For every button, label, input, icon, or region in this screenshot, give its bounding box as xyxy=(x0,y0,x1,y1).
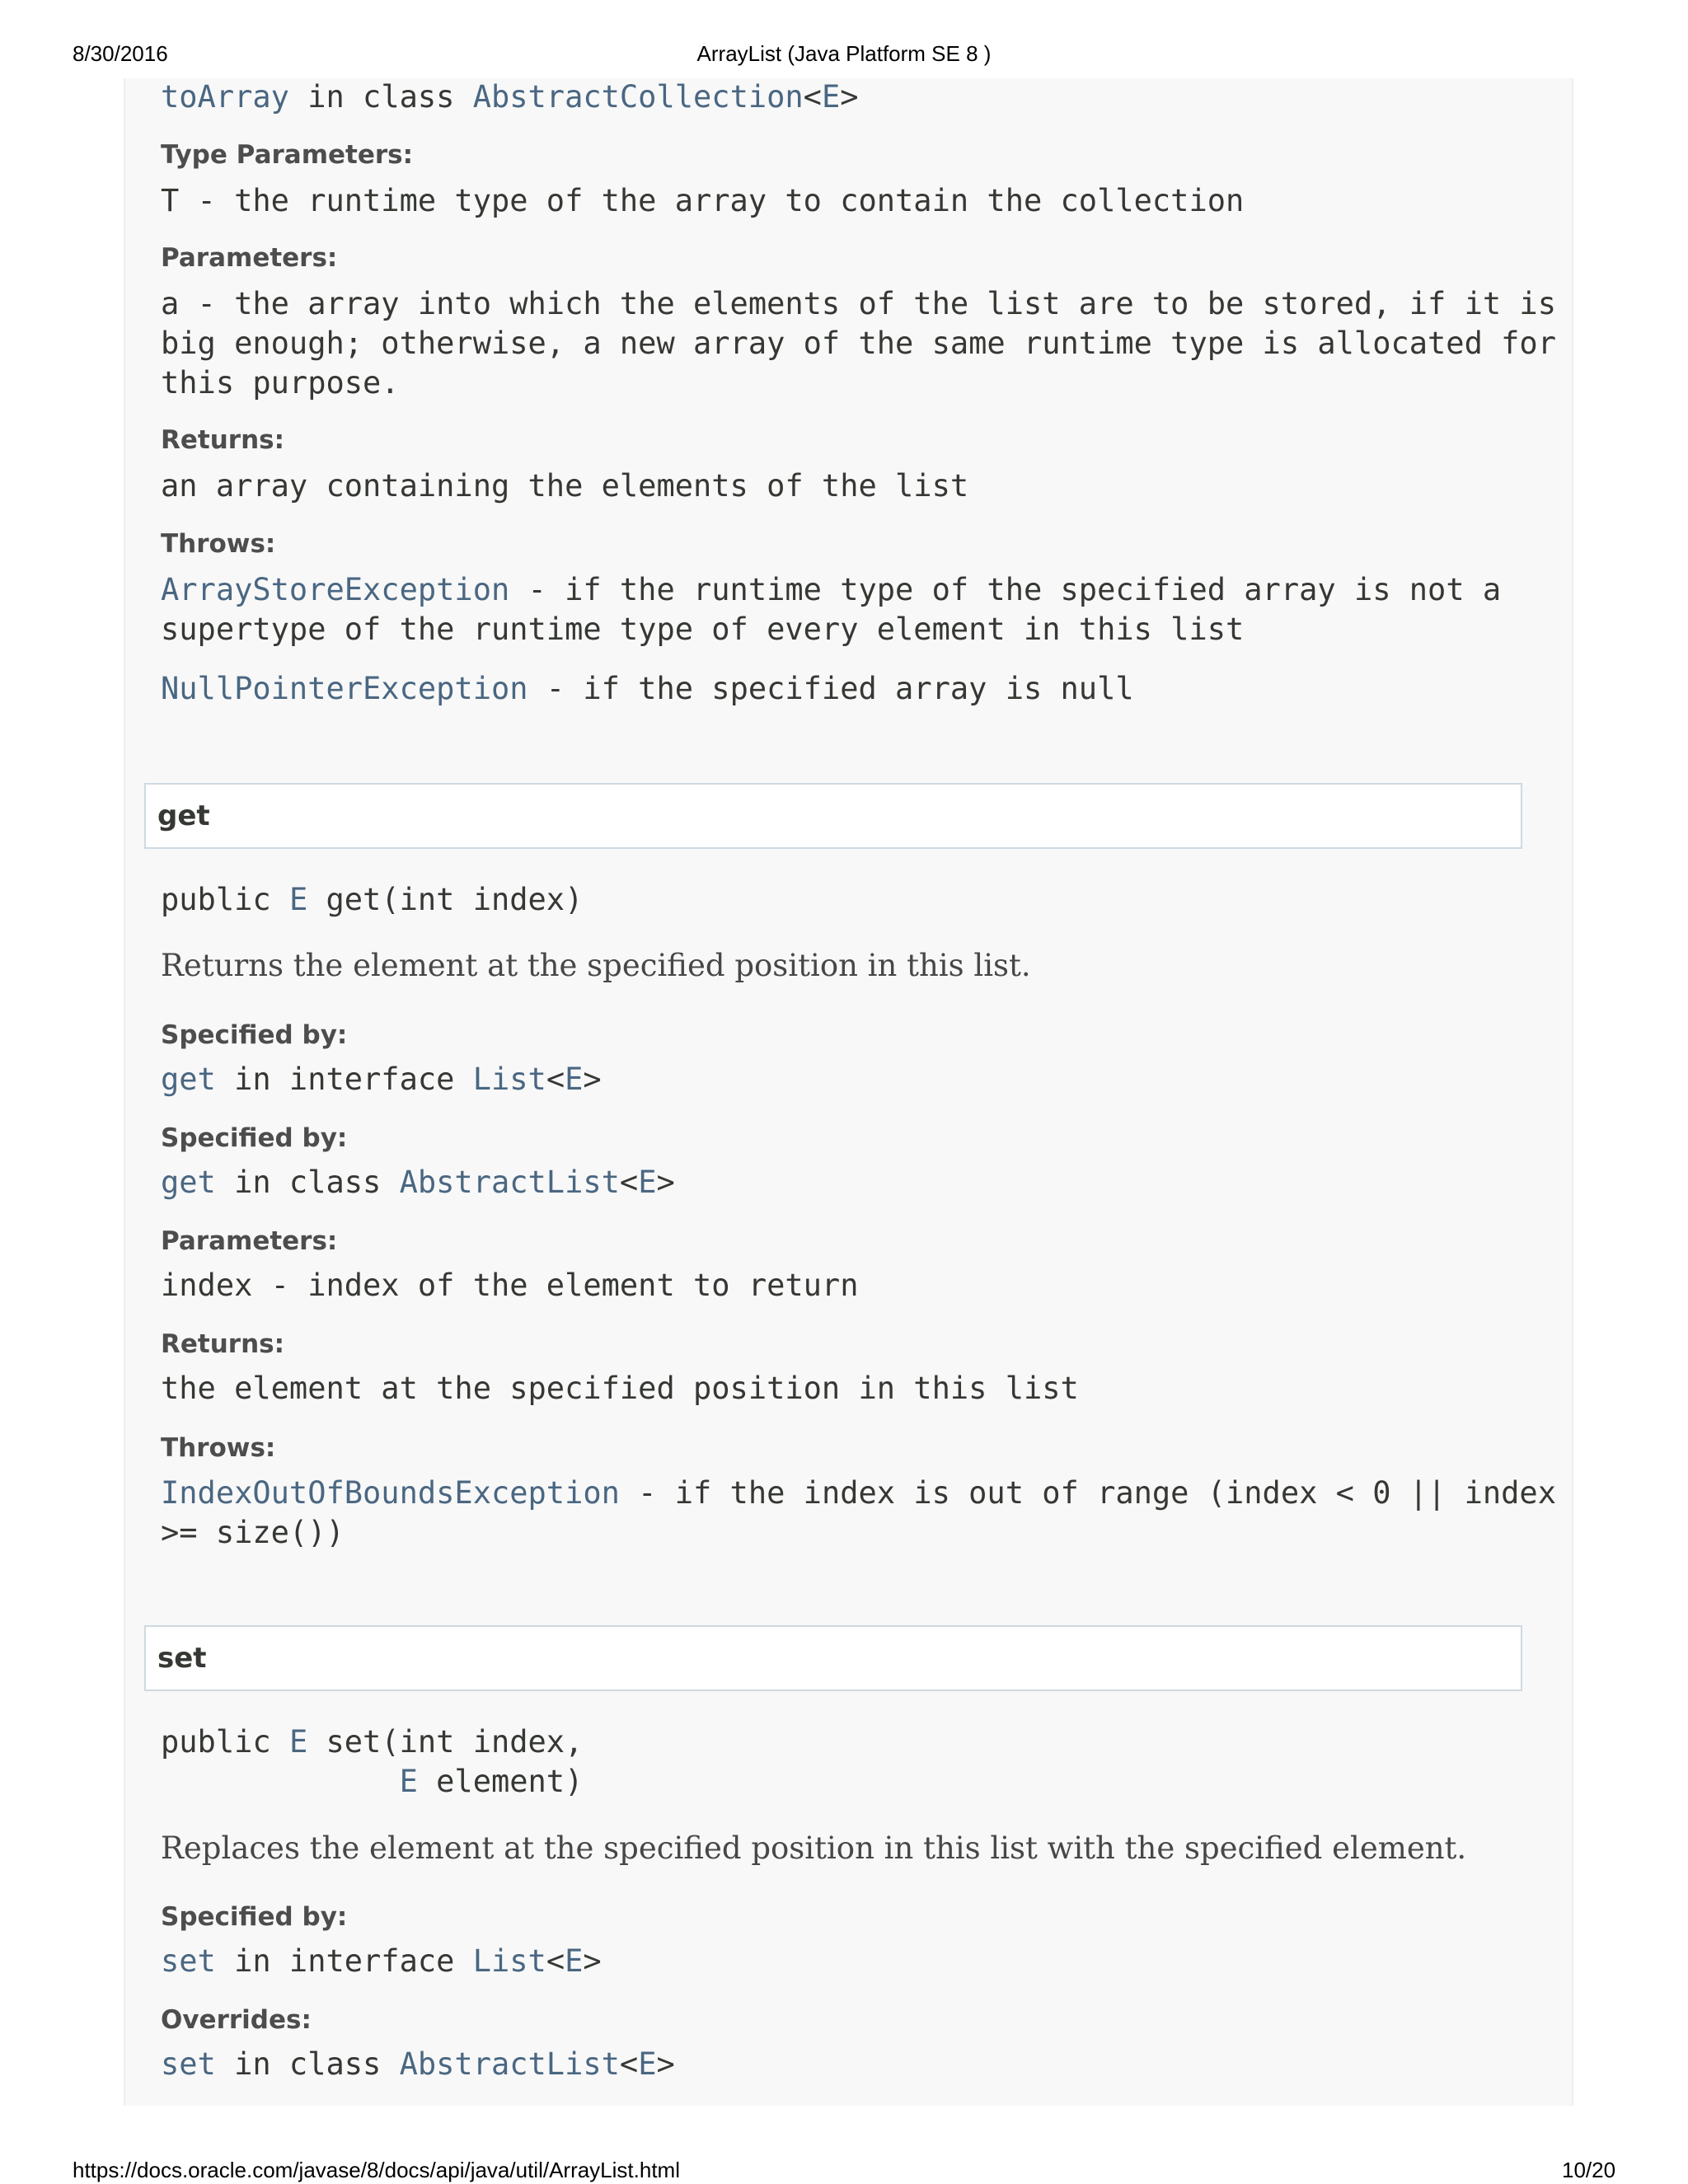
abstractlist-link[interactable]: AbstractList xyxy=(399,2046,620,2082)
list-link[interactable]: List xyxy=(472,1943,546,1979)
throws-npe-line: NullPointerException - if the specified array is null xyxy=(161,671,1134,706)
type-param-text: T - the runtime type of the array to contain the collection xyxy=(161,183,1245,218)
list-get-link[interactable]: get xyxy=(161,1062,216,1097)
type-e-link[interactable]: E xyxy=(638,1165,657,1200)
print-header xyxy=(0,41,1688,68)
method-heading-set: set xyxy=(144,1625,1522,1691)
specified-by-label: Specified by: xyxy=(161,1020,348,1050)
get-throws-line-2: >= size()) xyxy=(161,1515,345,1550)
print-date: 8/30/2016 xyxy=(73,41,168,66)
parameters-label: Parameters: xyxy=(161,1226,338,1256)
set-signature-line-1: public E set(int index, xyxy=(161,1724,584,1760)
type-e-link[interactable]: E xyxy=(821,79,841,115)
specified-by-label: Specified by: xyxy=(161,1123,348,1153)
get-returns-text: the element at the specified position in this list xyxy=(161,1371,1079,1406)
list-link[interactable]: List xyxy=(472,1062,546,1097)
get-description: Returns the element at the specified position in this list. xyxy=(161,948,1031,983)
nullpointerexception-link[interactable]: NullPointerException xyxy=(161,671,528,706)
set-overrides-line: set in class AbstractList<E> xyxy=(161,2046,675,2082)
abstractlist-get-link[interactable]: get xyxy=(161,1165,216,1200)
toarray-method-link[interactable]: toArray xyxy=(161,79,289,115)
get-spec-class-line: get in class AbstractList<E> xyxy=(161,1165,675,1200)
get-spec-interface-line: get in interface List<E> xyxy=(161,1062,602,1097)
type-e-link[interactable]: E xyxy=(638,2046,657,2082)
throws-label: Throws: xyxy=(161,529,276,559)
get-param-text: index - index of the element to return xyxy=(161,1268,859,1303)
abstractcollection-link[interactable]: AbstractCollection xyxy=(472,79,804,115)
arraystoreexception-link[interactable]: ArrayStoreException xyxy=(161,572,510,607)
list-set-link[interactable]: set xyxy=(161,1943,216,1979)
param-line-1: a - the array into which the elements of the list are to be stored, if it is xyxy=(161,286,1556,321)
specified-by-label: Specified by: xyxy=(161,1902,348,1932)
type-e-link[interactable]: E xyxy=(565,1062,584,1097)
type-e-link[interactable]: E xyxy=(288,882,308,917)
throws-label: Throws: xyxy=(161,1433,276,1463)
get-throws-line-1: IndexOutOfBoundsException - if the index is out of range (index < 0 || index xyxy=(161,1475,1556,1511)
page-number: 10/20 xyxy=(1562,2158,1616,2182)
param-line-3: this purpose. xyxy=(161,365,400,401)
type-e-link[interactable]: E xyxy=(288,1724,308,1760)
overrides-label: Overrides: xyxy=(161,2005,312,2035)
param-line-2: big enough; otherwise, a new array of the same runtime type is allocated for xyxy=(161,326,1556,361)
returns-label: Returns: xyxy=(161,1329,284,1359)
type-e-link[interactable]: E xyxy=(399,1764,418,1799)
page-url[interactable]: https://docs.oracle.com/javase/8/docs/api/java/util/ArrayList.html xyxy=(73,2158,680,2182)
returns-label: Returns: xyxy=(161,425,284,455)
get-signature: public E get(int index) xyxy=(161,882,584,917)
abstractlist-set-link[interactable]: set xyxy=(161,2046,216,2082)
set-spec-interface-line: set in interface List<E> xyxy=(161,1943,602,1979)
throws-line-1: ArrayStoreException - if the runtime type of the specified array is not a xyxy=(161,572,1502,607)
print-footer xyxy=(0,2158,1688,2184)
indexoutofboundsexception-link[interactable]: IndexOutOfBoundsException xyxy=(161,1475,620,1511)
type-parameters-label: Type Parameters: xyxy=(161,140,414,170)
abstractlist-link[interactable]: AbstractList xyxy=(399,1165,620,1200)
type-e-link[interactable]: E xyxy=(565,1943,584,1979)
method-heading-get: get xyxy=(144,783,1522,849)
returns-text: an array containing the elements of the list xyxy=(161,468,969,504)
throws-line-2: supertype of the runtime type of every element in this list xyxy=(161,612,1245,647)
set-description: Replaces the element at the specified position in this list with the specified element. xyxy=(161,1830,1467,1866)
parameters-label: Parameters: xyxy=(161,243,338,273)
print-title: ArrayList (Java Platform SE 8 ) xyxy=(696,41,992,66)
set-signature-line-2: E element) xyxy=(399,1764,584,1799)
toarray-override-line: toArray in class AbstractCollection<E> xyxy=(161,79,859,115)
